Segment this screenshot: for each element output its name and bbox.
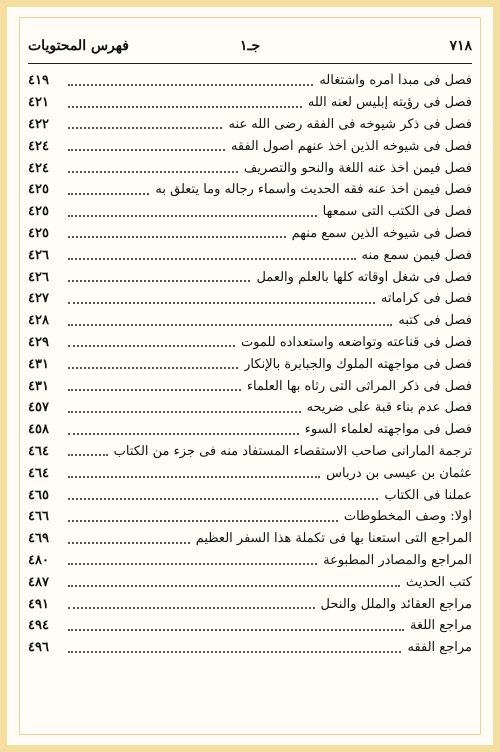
toc-leader-dots [68, 651, 401, 653]
toc-leader-dots [68, 433, 299, 435]
header-title: فهرس المحتويات [28, 38, 129, 54]
toc-leader-dots [68, 367, 238, 369]
toc-entry-page: ٤٦٥ [28, 487, 49, 503]
toc-entry-page: ٤٢٨ [28, 313, 49, 329]
toc-entry-page: ٤٩١ [28, 596, 49, 612]
toc-entry-page: ٤٨٧ [28, 574, 49, 590]
toc-leader-dots [68, 193, 149, 195]
toc-leader-dots [68, 607, 315, 609]
toc-entry-page: ٤٢٩ [28, 334, 49, 350]
toc-entry-title: فصل فى كتبه [398, 313, 472, 329]
toc-entry-title: فصل فيمن سمع منه [361, 247, 472, 263]
toc-entry-title: ترجمة المارانى صاحب الاستقصاء المستفاد منه فى جزء من الكتاب [113, 443, 472, 459]
toc-entry-page: ٤١٩ [28, 73, 49, 89]
toc-entry [28, 615, 472, 637]
toc-leader-dots [68, 454, 108, 456]
toc-leader-dots [68, 520, 338, 522]
toc-leader-dots [68, 127, 222, 129]
toc-leader-dots [68, 149, 225, 151]
toc-entry-page: ٤٢١ [28, 95, 49, 111]
toc-entry [28, 244, 472, 266]
toc-entry-title: أولا: وصف المخطوطات [343, 509, 472, 525]
toc-entry-page: ٤٢٢ [28, 116, 49, 132]
toc-entry [28, 135, 472, 157]
toc-entry [28, 397, 472, 419]
toc-entry [28, 441, 472, 463]
toc-entry-title: فصل فى ذكر المراثى التى رثاه بها العلماء [246, 378, 472, 394]
header-page-number: ٧١٨ [449, 38, 472, 54]
toc-entry-page: ٤٢٦ [28, 247, 49, 263]
toc-entry [28, 201, 472, 223]
toc-leader-dots [68, 324, 392, 326]
toc-leader-dots [68, 258, 356, 260]
toc-leader-dots [68, 236, 286, 238]
toc-entry-title: المراجع التى استعنا بها فى تكملة هذا السفر العظيم [195, 531, 472, 547]
toc-entry-title: فصل فى شيوخه الذين سمع منهم [291, 225, 472, 241]
toc-entry-title: مراجع اللغة [410, 618, 472, 634]
header-rule [28, 63, 472, 64]
toc-entry-title: فصل فى مبدأ أمره واشتغاله [319, 73, 472, 89]
toc-leader-dots [68, 345, 235, 347]
toc-entry-page: ٤٦٤ [28, 443, 49, 459]
toc-entry-title: فصل فيمن أخذ عنه فقه الحديث وأسماء رجاله وما يتعلق به [155, 182, 472, 198]
toc-entry-page: ٤٢٤ [28, 160, 49, 176]
toc-entry-page: ٤٨٠ [28, 552, 49, 568]
toc-entry [28, 593, 472, 615]
toc-entry-page: ٤٩٤ [28, 618, 49, 634]
toc-leader-dots [68, 389, 241, 391]
toc-entry-page: ٤٢٤ [28, 138, 49, 154]
toc-entry-title: فصل فى مواجهته الملوك والجبابرة بالإنكار [244, 356, 472, 372]
toc-entry-page: ٤٥٧ [28, 400, 49, 416]
toc-entry-page: ٤٣١ [28, 378, 49, 394]
toc-leader-dots [68, 542, 190, 544]
toc-entry-title: كتب الحديث [405, 574, 472, 590]
toc-entry-page: ٤٣١ [28, 356, 49, 372]
toc-entry-title: مراجع الفقه [407, 640, 472, 656]
page-header [28, 38, 472, 60]
toc-entry-page: ٤٥٨ [28, 422, 49, 438]
toc-entry [28, 462, 472, 484]
toc-entry [28, 506, 472, 528]
toc-entry-title: فصل فى قناعته وتواضعه واستعداده للموت [240, 334, 472, 350]
toc-entry-page: ٤٢٦ [28, 269, 49, 285]
toc-entry [28, 114, 472, 136]
toc-entry-page: ٤٢٧ [28, 291, 49, 307]
toc-leader-dots [68, 476, 320, 478]
header-volume: جـ١ [239, 38, 261, 54]
toc-leader-dots [68, 215, 317, 217]
toc-leader-dots [68, 629, 404, 631]
toc-entry [28, 310, 472, 332]
toc-entry [28, 571, 472, 593]
toc-entry [28, 266, 472, 288]
toc-leader-dots [68, 563, 317, 565]
toc-list [28, 70, 472, 659]
toc-entry-page: ٤٢٥ [28, 225, 49, 241]
toc-entry-page: ٤٦٩ [28, 531, 49, 547]
toc-leader-dots [68, 171, 238, 173]
toc-leader-dots [68, 585, 400, 587]
toc-entry-page: ٤٦٦ [28, 509, 49, 525]
toc-entry [28, 179, 472, 201]
toc-entry [28, 637, 472, 659]
toc-leader-dots [68, 302, 375, 304]
toc-entry-title: فصل فيمن أخذ عنه اللغة والنحو والتصريف [243, 160, 472, 176]
toc-leader-dots [68, 411, 301, 413]
toc-entry-title: فصل فى شغل أوقاته كلها بالعلم والعمل [256, 269, 472, 285]
toc-entry [28, 288, 472, 310]
toc-entry-title: عثمان بن عيسى بن درباس [326, 465, 472, 481]
toc-entry-title: فصل فى كراماته [380, 291, 472, 307]
toc-entry [28, 375, 472, 397]
toc-entry [28, 353, 472, 375]
toc-entry [28, 419, 472, 441]
toc-entry [28, 332, 472, 354]
toc-entry-page: ٤٩٦ [28, 640, 49, 656]
toc-entry-page: ٤٦٤ [28, 465, 49, 481]
toc-entry [28, 550, 472, 572]
toc-entry [28, 157, 472, 179]
toc-entry-title: فصل فى مواجهته لعلماء السوء [304, 422, 472, 438]
toc-entry [28, 223, 472, 245]
toc-entry-title: مراجع العقائد والملل والنحل [320, 596, 472, 612]
toc-entry [28, 484, 472, 506]
toc-entry [28, 70, 472, 92]
toc-entry-page: ٤٢٥ [28, 204, 49, 220]
toc-entry-title: فصل فى شيوخه الذين أخذ عنهم أصول الفقه [230, 138, 472, 154]
toc-entry-title: فصل فى الكتب التى سمعها [322, 204, 472, 220]
toc-entry-title: المراجع والمصادر المطبوعة [323, 552, 472, 568]
toc-leader-dots [68, 106, 302, 108]
toc-entry-title: فصل عدم بناء قبة على ضريحه [306, 400, 472, 416]
toc-leader-dots [68, 280, 250, 282]
toc-entry-title: فصل فى رؤيته إبليس لعنه الله [307, 95, 472, 111]
toc-entry [28, 92, 472, 114]
toc-leader-dots [68, 84, 313, 86]
toc-entry [28, 528, 472, 550]
toc-entry-title: فصل فى ذكر شيوخه فى الفقه رضى الله عنه [228, 116, 472, 132]
toc-entry-title: عملنا فى الكتاب [384, 487, 472, 503]
toc-entry-page: ٤٢٥ [28, 182, 49, 198]
toc-leader-dots [68, 498, 378, 500]
